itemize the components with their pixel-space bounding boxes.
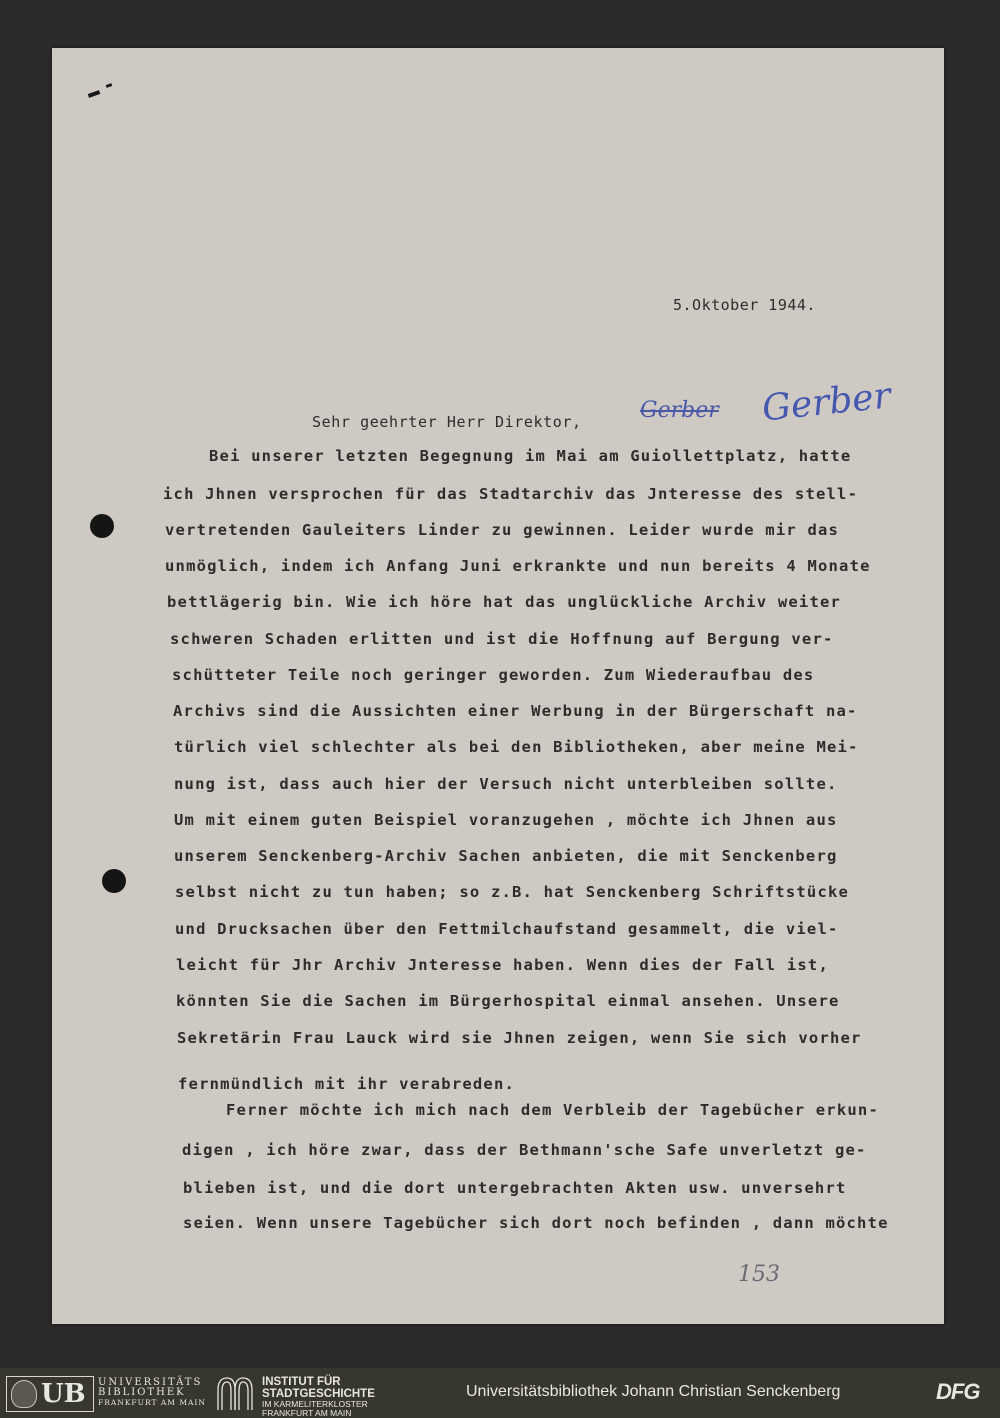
- dfg-logo[interactable]: DFG: [936, 1379, 980, 1404]
- body-line: Ferner möchte ich mich nach dem Verbleib der Tagebücher erkun-: [226, 1101, 879, 1119]
- ub-line-3: FRANKFURT AM MAIN: [98, 1398, 206, 1407]
- letter-date: 5.Oktober 1944.: [673, 296, 816, 314]
- ub-line-2: BIBLIOTHEK: [98, 1387, 186, 1398]
- isg-line-1: INSTITUT FÜR: [262, 1376, 341, 1388]
- body-line: unmöglich, indem ich Anfang Juni erkrankte und nun bereits 4 Monate: [165, 557, 871, 575]
- body-line: und Drucksachen über den Fettmilchaufstand gesammelt, die viel-: [175, 920, 839, 938]
- ub-logo[interactable]: [6, 1376, 94, 1412]
- library-name-link[interactable]: Universitätsbibliothek Johann Christian Senckenberg: [466, 1383, 841, 1400]
- punch-hole-top: [90, 514, 114, 538]
- body-line: Sekretärin Frau Lauck wird sie Jhnen zeigen, wenn Sie sich vorher: [177, 1029, 862, 1047]
- paper-tear-mark: [88, 90, 101, 98]
- ub-line-1: UNIVERSITÄTS: [98, 1377, 203, 1388]
- body-line: könnten Sie die Sachen im Bürgerhospital einmal ansehen. Unsere: [176, 992, 840, 1010]
- body-line: ich Jhnen versprochen für das Stadtarchiv das Jnteresse des stell-: [163, 485, 859, 503]
- paper-tear-mark-2: [106, 83, 113, 88]
- body-line: nung ist, dass auch hier der Versuch nicht unterbleiben sollte.: [174, 775, 838, 793]
- body-line: fernmündlich mit ihr verabreden.: [178, 1075, 516, 1093]
- arches-icon[interactable]: [216, 1376, 254, 1410]
- isg-wordmark: [262, 1376, 375, 1418]
- body-line: Bei unserer letzten Begegnung im Mai am Guiollettplatz, hatte: [209, 447, 852, 465]
- ub-wordmark: [98, 1378, 206, 1408]
- handwritten-page-number: 153: [738, 1262, 780, 1287]
- body-line: seien. Wenn unsere Tagebücher sich dort noch befinden , dann möchte: [183, 1214, 889, 1232]
- body-line: vertretenden Gauleiters Linder zu gewinnen. Leider wurde mir das: [165, 521, 840, 539]
- isg-line-2: STADTGESCHICHTE: [262, 1388, 375, 1400]
- letter-sheet: [52, 48, 944, 1324]
- body-line: türlich viel schlechter als bei den Bibliotheken, aber meine Mei-: [174, 738, 859, 756]
- punch-hole-bottom: [102, 869, 126, 893]
- body-line: leicht für Jhr Archiv Jnteresse haben. Wenn dies der Fall ist,: [176, 956, 829, 974]
- struck-out-name: Gerber: [640, 398, 719, 423]
- body-line: Archivs sind die Aussichten einer Werbung in der Bürgerschaft na-: [173, 702, 858, 720]
- body-line: digen , ich höre zwar, dass der Bethmann'sche Safe unverletzt ge-: [182, 1141, 867, 1159]
- handwritten-name: Gerber: [760, 375, 893, 430]
- footer-bar: [0, 1368, 1000, 1418]
- portrait-icon: [11, 1380, 37, 1408]
- body-line: bettlägerig bin. Wie ich höre hat das unglückliche Archiv weiter: [167, 593, 842, 611]
- body-line: unserem Senckenberg-Archiv Sachen anbieten, die mit Senckenberg: [174, 847, 838, 865]
- body-line: Um mit einem guten Beispiel voranzugehen , möchte ich Jhnen aus: [174, 811, 838, 829]
- isg-line-4: FRANKFURT AM MAIN: [262, 1408, 352, 1418]
- body-line: blieben ist, und die dort untergebrachten Akten usw. unversehrt: [183, 1179, 847, 1197]
- body-line: schweren Schaden erlitten und ist die Hoffnung auf Bergung ver-: [170, 630, 834, 648]
- ub-logo-text: UB: [41, 1379, 86, 1409]
- body-line: schütteter Teile noch geringer geworden. Zum Wiederaufbau des: [172, 666, 815, 684]
- letter-salutation: Sehr geehrter Herr Direktor,: [312, 413, 582, 431]
- isg-line-3: IM KARMELITERKLOSTER: [262, 1399, 368, 1409]
- body-line: selbst nicht zu tun haben; so z.B. hat Senckenberg Schriftstücke: [175, 883, 850, 901]
